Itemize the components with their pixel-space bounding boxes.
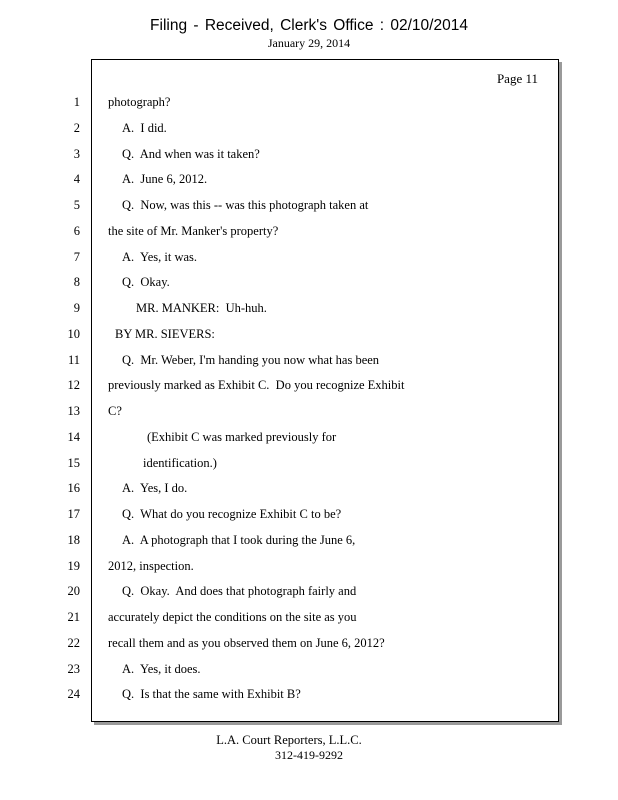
line-number: 9: [73, 301, 80, 315]
transcript-line: Q. Mr. Weber, I'm handing you now what has been: [122, 353, 380, 367]
line-number: 2: [73, 121, 80, 135]
line-number: 17: [67, 507, 80, 521]
transcript-line: A. Yes, I do.: [122, 481, 188, 495]
transcript-line: BY MR. SIEVERS:: [115, 327, 215, 341]
line-number: 10: [67, 327, 80, 341]
line-number: 18: [67, 533, 80, 547]
hearing-date: January 29, 2014: [267, 36, 351, 50]
transcript-line: C?: [108, 404, 122, 418]
line-number: 1: [73, 95, 80, 109]
transcript-line: (Exhibit C was marked previously for: [147, 430, 337, 444]
line-number: 24: [67, 687, 80, 701]
transcript-line: Q. Okay.: [122, 275, 170, 289]
line-number: 7: [73, 250, 80, 264]
line-number: 21: [67, 610, 80, 624]
transcript-line: previously marked as Exhibit C. Do you recognize Exhibit: [108, 378, 405, 392]
transcript-line: A. A photograph that I took during the June 6,: [122, 533, 356, 547]
line-number: 16: [67, 481, 80, 495]
line-number: 13: [67, 404, 80, 418]
transcript-line: 2012, inspection.: [108, 559, 194, 573]
transcript-line: accurately depict the conditions on the site as you: [108, 610, 357, 624]
line-number: 6: [73, 224, 80, 238]
line-number: 23: [67, 662, 80, 676]
line-number: 8: [73, 275, 80, 289]
line-number: 20: [67, 584, 80, 598]
transcript-line: MR. MANKER: Uh-huh.: [136, 301, 267, 315]
line-number: 14: [67, 430, 80, 444]
transcript-line: Q. What do you recognize Exhibit C to be?: [122, 507, 342, 521]
line-number: 12: [67, 378, 80, 392]
transcript-line: A. I did.: [122, 121, 167, 135]
transcript-line: photograph?: [108, 95, 171, 109]
line-number: 5: [73, 198, 80, 212]
transcript-line: A. Yes, it does.: [122, 662, 201, 676]
transcript-line: Q. Is that the same with Exhibit B?: [122, 687, 301, 701]
transcript-line: Q. And when was it taken?: [122, 147, 260, 161]
page-number: Page 11: [496, 71, 538, 86]
transcript-line: Q. Now, was this -- was this photograph taken at: [122, 198, 369, 212]
transcript-line: Q. Okay. And does that photograph fairly and: [122, 584, 357, 598]
transcript-line: A. Yes, it was.: [122, 250, 198, 264]
line-number: 15: [67, 456, 80, 470]
line-number: 11: [67, 353, 80, 367]
transcript-line: identification.): [143, 456, 217, 470]
line-number: 3: [73, 147, 80, 161]
line-number: 4: [73, 172, 80, 186]
transcript-line: the site of Mr. Manker's property?: [108, 224, 279, 238]
transcript-line: A. June 6, 2012.: [122, 172, 208, 186]
transcript-line: recall them and as you observed them on June 6, 2012?: [108, 636, 385, 650]
line-number: 22: [67, 636, 80, 650]
reporter-company: L.A. Court Reporters, L.L.C.: [216, 733, 362, 747]
reporter-phone: 312-419-9292: [275, 748, 343, 762]
filing-stamp: Filing - Received, Clerk's Office : 02/10/2014: [150, 17, 468, 34]
line-number: 19: [67, 559, 80, 573]
